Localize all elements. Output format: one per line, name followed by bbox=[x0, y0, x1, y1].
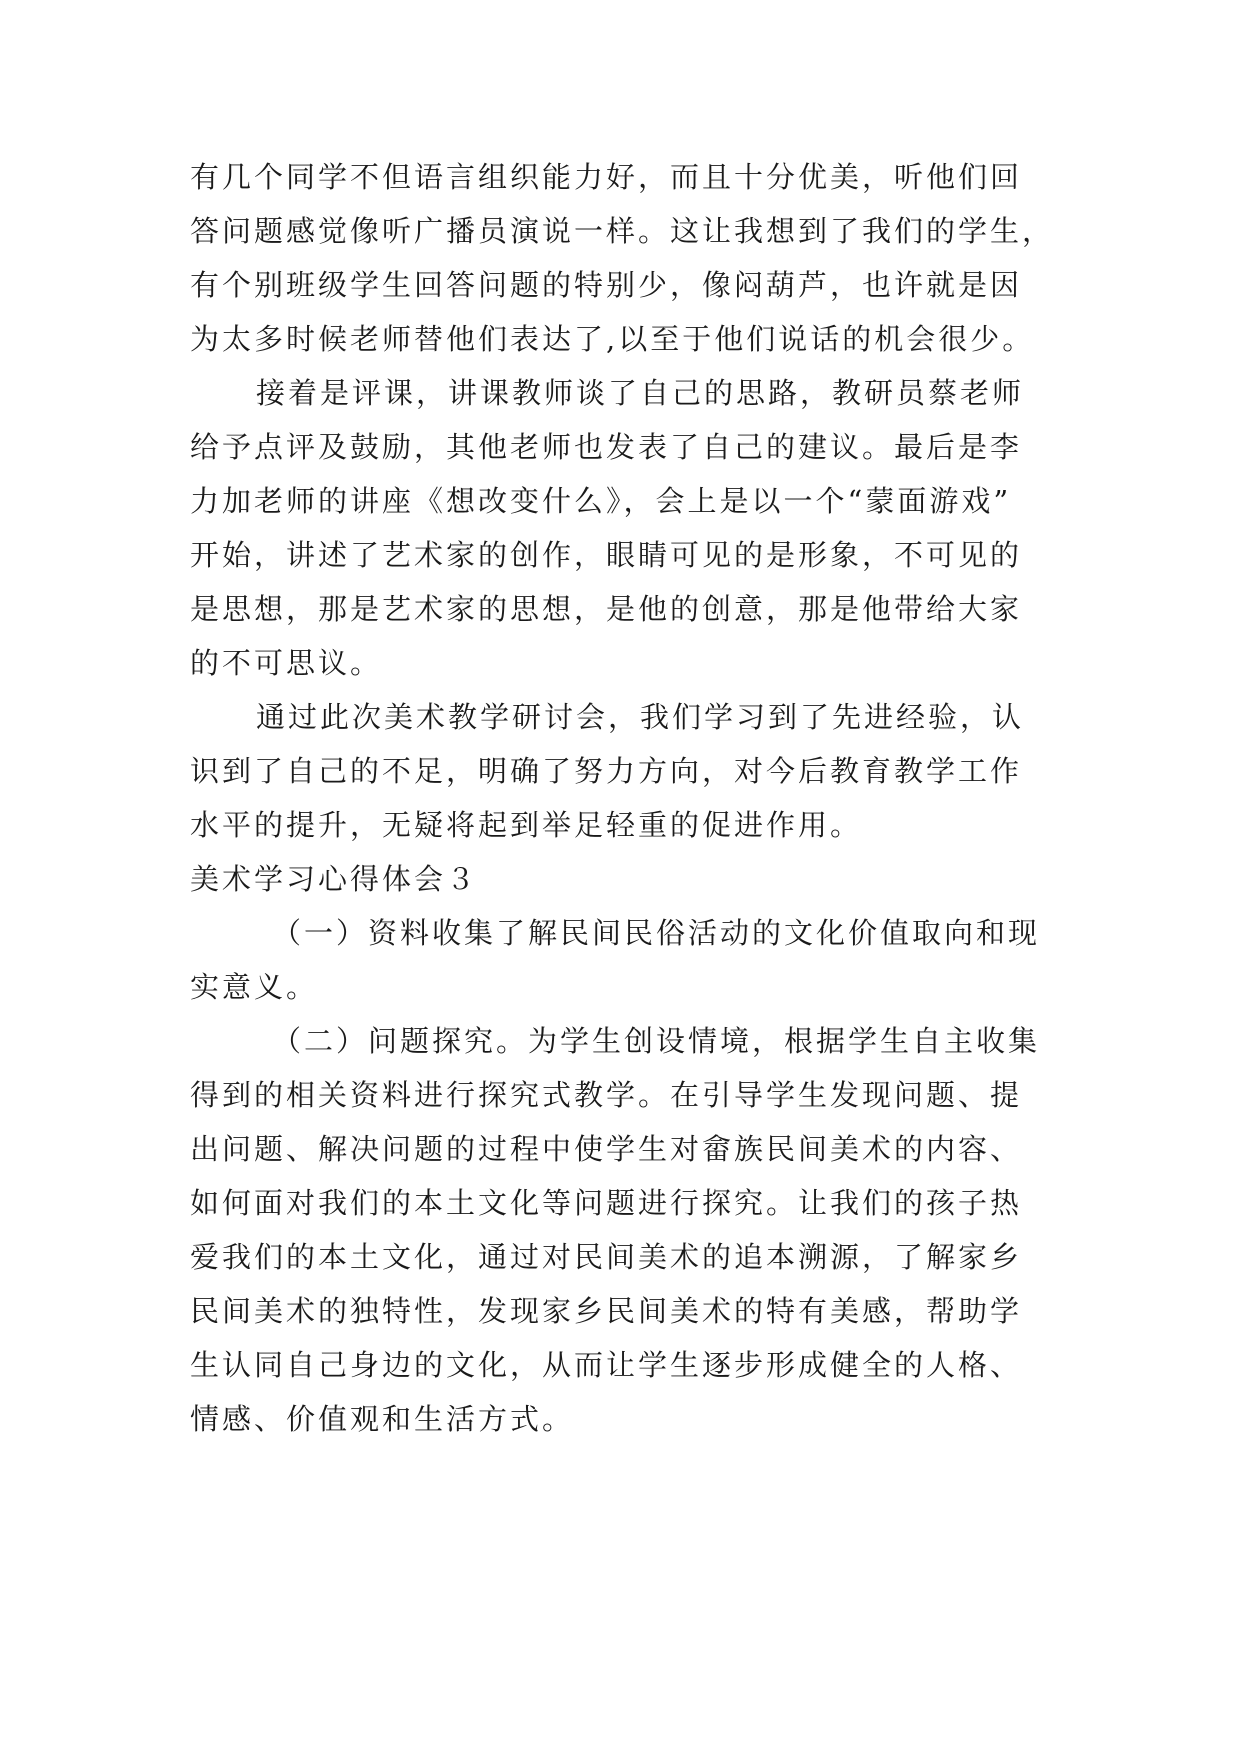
text-line: 如何面对我们的本土文化等问题进行探究。让我们的孩子热 bbox=[190, 1186, 1023, 1220]
section-heading bbox=[190, 852, 1090, 906]
paragraph bbox=[190, 690, 1090, 852]
text-line: 有个别班级学生回答问题的特别少，像闷葫芦，也许就是因 bbox=[190, 268, 1023, 302]
text-line: 识到了自己的不足，明确了努力方向，对今后教育教学工作 bbox=[190, 754, 1023, 788]
text-line: 的不可思议。 bbox=[190, 646, 383, 680]
text-line: （一）资料收集了解民间民俗活动的文化价值取向和现 bbox=[272, 916, 1041, 950]
text-line: 力加老师的讲座《想改变什么》，会上是以一个“蒙面游戏” bbox=[190, 484, 1012, 518]
paragraph bbox=[190, 366, 1090, 690]
text-line: 水平的提升，无疑将起到举足轻重的促进作用。 bbox=[190, 808, 863, 842]
text-line: 爱我们的本土文化，通过对民间美术的追本溯源，了解家乡 bbox=[190, 1240, 1023, 1274]
text-line: 为太多时候老师替他们表达了,以至于他们说话的机会很少。 bbox=[190, 322, 1035, 356]
text-line: 得到的相关资料进行探究式教学。在引导学生发现问题、提 bbox=[190, 1078, 1023, 1112]
text-line: 答问题感觉像听广播员演说一样。这让我想到了我们的学生， bbox=[190, 214, 1055, 248]
text-line: 生认同自己身边的文化，从而让学生逐步形成健全的人格、 bbox=[190, 1348, 1023, 1382]
document-body bbox=[190, 150, 1090, 1446]
text-line: 实意义。 bbox=[190, 970, 319, 1004]
text-line: 通过此次美术教学研讨会，我们学习到了先进经验，认 bbox=[256, 700, 1025, 734]
paragraph bbox=[190, 150, 1090, 366]
text-line: 民间美术的独特性，发现家乡民间美术的特有美感，帮助学 bbox=[190, 1294, 1023, 1328]
text-line: （二）问题探究。为学生创设情境，根据学生自主收集 bbox=[272, 1024, 1041, 1058]
text-line: 开始，讲述了艺术家的创作，眼睛可见的是形象，不可见的 bbox=[190, 538, 1023, 572]
paragraph bbox=[190, 906, 1090, 1014]
text-line: 有几个同学不但语言组织能力好，而且十分优美，听他们回 bbox=[190, 160, 1023, 194]
text-line: 情感、价值观和生活方式。 bbox=[190, 1402, 575, 1436]
text-line: 出问题、解决问题的过程中使学生对畲族民间美术的内容、 bbox=[190, 1132, 1023, 1166]
text-line: 接着是评课，讲课教师谈了自己的思路，教研员蔡老师 bbox=[256, 376, 1025, 410]
text-line: 是思想，那是艺术家的思想，是他的创意，那是他带给大家 bbox=[190, 592, 1023, 626]
heading-text: 美术学习心得体会３ bbox=[190, 862, 479, 896]
text-line: 给予点评及鼓励，其他老师也发表了自己的建议。最后是李 bbox=[190, 430, 1023, 464]
paragraph bbox=[190, 1014, 1090, 1446]
